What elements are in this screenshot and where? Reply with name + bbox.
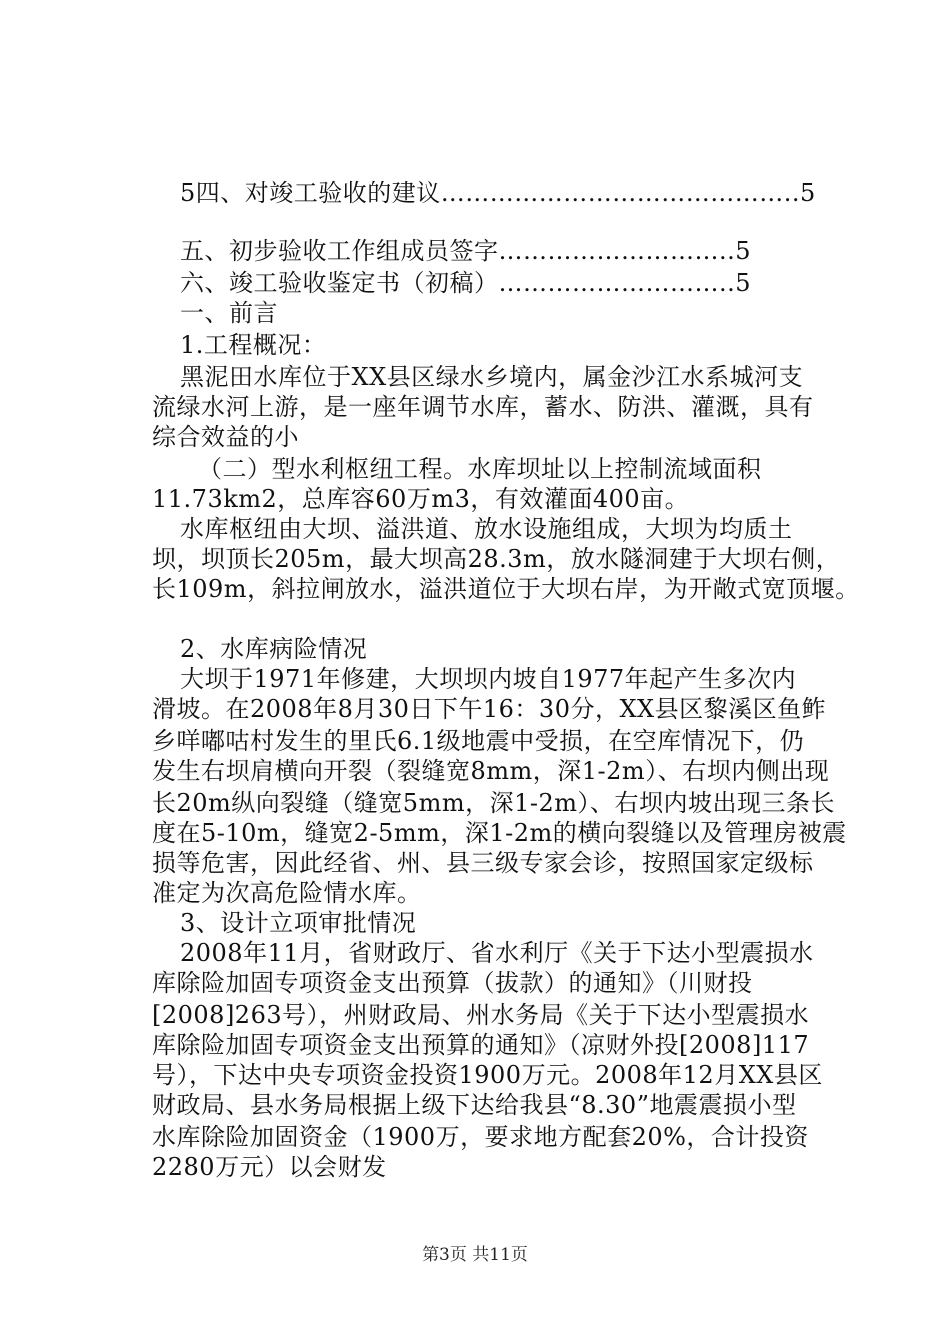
paragraph-line: 水库枢纽由大坝、溢洪道、放水设施组成，大坝为均质土: [180, 515, 793, 543]
paragraph-line: 乡咩嘟咕村发生的里氏6.1级地震中受损，在空库情况下，仍: [152, 727, 805, 755]
paragraph-line: 滑坡。在2008年8月30日下午16：30分，XX县区黎溪区鱼鲊: [152, 695, 827, 723]
sub-heading: 1.工程概况：: [180, 331, 327, 359]
paragraph-line: 库除险加固专项资金支出预算的通知》（凉财外投[2008]117: [152, 1031, 810, 1059]
section-heading: 一、前言: [180, 299, 278, 327]
paragraph-line: 2008年11月，省财政厅、省水利厅《关于下达小型震损水: [180, 939, 814, 967]
toc-line: 5四、对竣工验收的建议……………………………………..5: [180, 179, 816, 207]
paragraph-line: 发生右坝肩横向开裂（裂缝宽8mm，深1-2m）、右坝内侧出现: [152, 757, 830, 785]
paragraph-line: 水库除险加固资金（1900万，要求地方配套20%，合计投资: [152, 1123, 809, 1151]
paragraph-line: 大坝于1971年修建，大坝坝内坡自1977年起产生多次内: [180, 665, 797, 693]
paragraph-line: 黑泥田水库位于XX县区绿水乡境内，属金沙江水系城河支: [180, 363, 804, 391]
paragraph-line: 准定为次高危险情水库。: [152, 879, 422, 907]
paragraph-line: [2008]263号），州财政局、州水务局《关于下达小型震损水: [152, 1001, 810, 1029]
paragraph-line: 11.73km2，总库容60万m3，有效灌面400亩。: [152, 485, 690, 513]
section-heading: 2、水库病险情况: [180, 635, 368, 663]
paragraph-line: 损等危害，因此经省、州、县三级专家会诊，按照国家定级标: [152, 849, 814, 877]
section-heading: 3、设计立项审批情况: [180, 909, 417, 937]
page-footer: 第3页 共11页: [422, 1245, 528, 1265]
paragraph-line: 综合效益的小: [152, 423, 299, 451]
paragraph-line: 流绿水河上游，是一座年调节水库，蓄水、防洪、灌溉，具有: [152, 393, 814, 421]
toc-line: 六、竣工验收鉴定书（初稿）………………………..5: [180, 269, 752, 297]
paragraph-line: 2280万元）以会财发: [152, 1153, 387, 1181]
paragraph-line: 坝，坝顶长205m，最大坝高28.3m，放水隧洞建于大坝右侧，: [152, 545, 841, 573]
paragraph-line: 库除险加固专项资金支出预算（拔款）的通知》（川财投: [152, 969, 753, 997]
toc-line: 五、初步验收工作组成员签字………………………..5: [180, 237, 752, 265]
paragraph-line: 长109m，斜拉闸放水，溢洪道位于大坝右岸，为开敞式宽顶堰。: [152, 575, 860, 603]
paragraph-line: （二）型水利枢纽工程。水库坝址以上控制流域面积: [198, 455, 762, 483]
paragraph-line: 长20m纵向裂缝（缝宽5mm，深1-2m）、右坝内坡出现三条长: [152, 789, 835, 817]
paragraph-line: 度在5-10m，缝宽2-5mm，深1-2m的横向裂缝以及管理房被震: [152, 819, 847, 847]
paragraph-line: 号），下达中央专项资金投资1900万元。2008年12月XX县区: [152, 1061, 823, 1089]
paragraph-line: 财政局、县水务局根据上级下达给我县“8.30”地震震损小型: [152, 1091, 797, 1119]
